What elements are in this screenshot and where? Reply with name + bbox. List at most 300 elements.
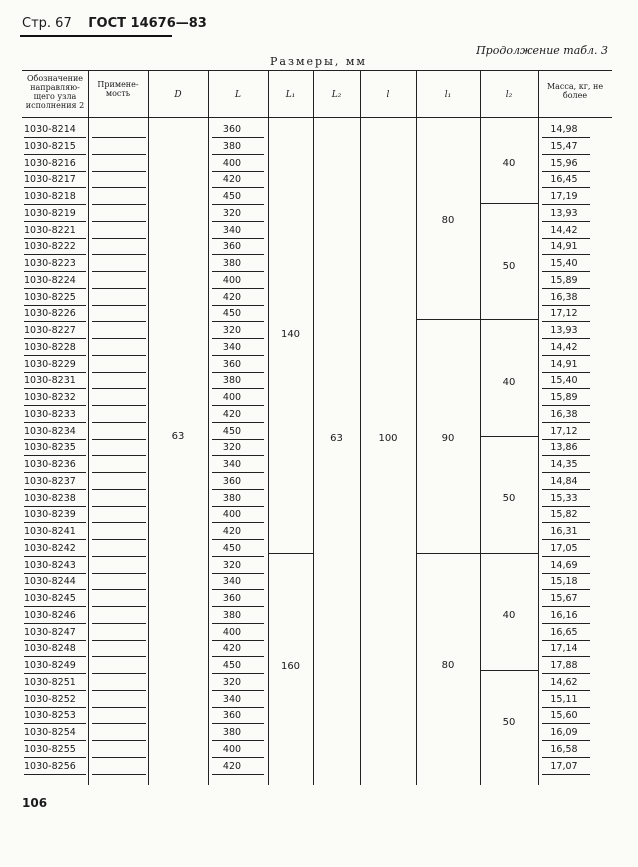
row-L-underline (212, 321, 264, 322)
row-mass-value: 14,84 (550, 475, 578, 487)
row-mass-value: 15,33 (550, 492, 578, 504)
row-designation: 1030-8241 (24, 526, 76, 537)
row-L-underline (212, 271, 264, 272)
application-blank (92, 254, 146, 255)
row-mass-underline (542, 422, 590, 423)
row-mass-value: 17,12 (550, 425, 578, 437)
row-L-underline (212, 221, 264, 222)
row-L-value: 360 (222, 475, 242, 487)
row-designation: 1030-8243 (24, 559, 76, 571)
row-L-underline (212, 305, 264, 306)
row-mass-value: 14,91 (550, 358, 578, 370)
row-mass-underline (542, 271, 590, 272)
row-L-value: 420 (222, 760, 242, 772)
row-mass-underline (542, 606, 590, 607)
row-mass-value: 15,67 (550, 593, 578, 604)
row-mass-value: 14,91 (550, 241, 578, 253)
row-L-value: 420 (222, 408, 242, 420)
application-blank (92, 539, 146, 540)
row-L-underline (212, 774, 264, 775)
application-blank (92, 372, 146, 373)
row-L-value: 400 (222, 509, 242, 521)
merged-l2: 50 (502, 493, 516, 504)
row-underline (24, 439, 86, 440)
row-mass-value: 15,89 (550, 274, 578, 286)
row-designation: 1030-8237 (24, 475, 76, 487)
row-underline (24, 171, 86, 172)
col-header-application: Примене- мость (97, 80, 139, 98)
row-mass-underline (542, 321, 590, 322)
row-designation: 1030-8229 (24, 358, 76, 370)
row-mass-value: 16,65 (550, 626, 578, 638)
row-mass-value: 13,93 (550, 207, 578, 219)
row-L-value: 450 (222, 308, 242, 320)
row-mass-value: 17,05 (550, 542, 578, 554)
row-L-underline (212, 556, 264, 557)
merged-l2: 40 (502, 158, 516, 169)
row-L-value: 420 (222, 526, 242, 537)
row-designation: 1030-8226 (24, 308, 76, 320)
row-L-value: 320 (222, 676, 242, 688)
row-mass-value: 16,09 (550, 727, 578, 738)
application-blank (92, 723, 146, 724)
row-L-value: 340 (222, 693, 242, 705)
row-L-value: 320 (222, 207, 242, 219)
row-underline (24, 321, 86, 322)
col-divider (208, 70, 209, 785)
application-blank (92, 606, 146, 607)
row-mass-value: 15,89 (550, 392, 578, 403)
row-mass-value: 17,19 (550, 191, 578, 202)
row-designation: 1030-8227 (24, 325, 76, 336)
row-L-underline (212, 288, 264, 289)
header-underline (20, 35, 172, 37)
row-L-value: 380 (222, 492, 242, 504)
row-mass-value: 15,60 (550, 710, 578, 722)
row-L-value: 450 (222, 425, 242, 437)
row-mass-value: 15,82 (550, 509, 578, 521)
row-designation: 1030-8214 (24, 124, 76, 135)
row-mass-value: 14,62 (550, 676, 578, 688)
row-mass-value: 17,14 (550, 643, 578, 655)
application-blank (92, 656, 146, 657)
application-blank (92, 673, 146, 674)
row-designation: 1030-8215 (24, 140, 76, 152)
row-mass-value: 15,40 (550, 375, 578, 387)
row-L-underline (212, 439, 264, 440)
row-underline (24, 187, 86, 188)
row-L-value: 380 (222, 727, 242, 738)
application-blank (92, 690, 146, 691)
application-blank (92, 288, 146, 289)
row-underline (24, 623, 86, 624)
row-mass-value: 17,12 (550, 308, 578, 320)
row-mass-underline (542, 439, 590, 440)
row-mass-underline (542, 623, 590, 624)
application-blank (92, 472, 146, 473)
row-designation: 1030-8232 (24, 392, 76, 403)
row-underline (24, 640, 86, 641)
row-mass-underline (542, 154, 590, 155)
row-mass-underline (542, 305, 590, 306)
merged-l2: 50 (502, 261, 516, 272)
row-L-underline (212, 539, 264, 540)
row-designation: 1030-8251 (24, 676, 76, 688)
application-blank (92, 422, 146, 423)
application-blank (92, 271, 146, 272)
merged-l2: 40 (502, 610, 516, 621)
row-L-value: 400 (222, 626, 242, 638)
row-mass-underline (542, 522, 590, 523)
row-L-underline (212, 355, 264, 356)
row-mass-underline (542, 455, 590, 456)
row-mass-underline (542, 338, 590, 339)
row-L-value: 360 (222, 241, 242, 253)
row-designation: 1030-8248 (24, 643, 76, 655)
application-blank (92, 338, 146, 339)
row-underline (24, 707, 86, 708)
row-underline (24, 489, 86, 490)
row-L-underline (212, 606, 264, 607)
application-blank (92, 623, 146, 624)
row-L-underline (212, 171, 264, 172)
row-L-underline (212, 405, 264, 406)
row-mass-value: 14,42 (550, 224, 578, 236)
row-underline (24, 154, 86, 155)
row-designation: 1030-8234 (24, 425, 76, 437)
l2-split-line (480, 203, 538, 204)
row-mass-underline (542, 238, 590, 239)
row-designation: 1030-8233 (24, 408, 76, 420)
row-underline (24, 204, 86, 205)
row-L-underline (212, 338, 264, 339)
col-header-mass: Масса, кг, не более (546, 82, 604, 100)
row-mass-value: 16,31 (550, 526, 578, 537)
row-L-underline (212, 707, 264, 708)
row-mass-underline (542, 757, 590, 758)
l1-split-line (416, 553, 480, 554)
row-L-value: 340 (222, 576, 242, 588)
application-blank (92, 388, 146, 389)
row-underline (24, 539, 86, 540)
row-L-value: 360 (222, 124, 242, 135)
row-underline (24, 288, 86, 289)
row-mass-underline (542, 506, 590, 507)
row-designation: 1030-8255 (24, 743, 76, 755)
row-L-underline (212, 455, 264, 456)
page-header (22, 16, 207, 31)
row-mass-underline (542, 372, 590, 373)
row-L-underline (212, 623, 264, 624)
row-underline (24, 338, 86, 339)
l2-split-line (480, 436, 538, 437)
row-L-value: 450 (222, 660, 242, 671)
row-L-value: 420 (222, 291, 242, 303)
row-L-value: 340 (222, 224, 242, 236)
row-L-underline (212, 673, 264, 674)
row-L-value: 360 (222, 710, 242, 722)
row-mass-underline (542, 355, 590, 356)
row-L-value: 380 (222, 140, 242, 152)
row-mass-underline (542, 690, 590, 691)
col-divider (148, 70, 149, 785)
merged-D: 63 (171, 431, 185, 442)
row-designation: 1030-8242 (24, 542, 76, 554)
row-underline (24, 774, 86, 775)
application-blank (92, 757, 146, 758)
row-L-value: 420 (222, 174, 242, 186)
row-mass-underline (542, 221, 590, 222)
row-designation: 1030-8228 (24, 341, 76, 353)
row-mass-underline (542, 137, 590, 138)
row-designation: 1030-8222 (24, 241, 76, 253)
row-L-underline (212, 388, 264, 389)
row-mass-value: 14,35 (550, 459, 578, 470)
col-header-L1: L₁ (285, 90, 296, 100)
row-underline (24, 372, 86, 373)
row-designation: 1030-8236 (24, 459, 76, 470)
row-underline (24, 690, 86, 691)
sizes-caption: Размеры, мм (270, 55, 367, 68)
row-mass-underline (542, 656, 590, 657)
merged-l1-b: 90 (441, 433, 455, 444)
col-header-D: D (174, 90, 182, 100)
application-blank (92, 774, 146, 775)
application-blank (92, 640, 146, 641)
L1-split-line (268, 553, 313, 554)
row-L-underline (212, 137, 264, 138)
application-blank (92, 305, 146, 306)
row-underline (24, 305, 86, 306)
row-mass-underline (542, 388, 590, 389)
row-mass-underline (542, 472, 590, 473)
merged-l1-c: 80 (441, 660, 455, 671)
row-L-underline (212, 422, 264, 423)
row-L-value: 320 (222, 442, 242, 454)
row-L-underline (212, 489, 264, 490)
row-designation: 1030-8253 (24, 710, 76, 722)
row-L-value: 400 (222, 392, 242, 403)
row-L-underline (212, 573, 264, 574)
row-L-underline (212, 187, 264, 188)
row-L-value: 360 (222, 593, 242, 604)
row-L-value: 380 (222, 375, 242, 387)
row-mass-underline (542, 573, 590, 574)
application-blank (92, 556, 146, 557)
row-designation: 1030-8235 (24, 442, 76, 454)
table-top-border (22, 70, 612, 71)
application-blank (92, 589, 146, 590)
row-L-underline (212, 154, 264, 155)
row-designation: 1030-8238 (24, 492, 76, 504)
row-mass-value: 13,93 (550, 325, 578, 336)
row-L-underline (212, 522, 264, 523)
col-header-L: L (235, 90, 241, 100)
col-header-L2: L₂ (331, 90, 342, 100)
row-mass-value: 17,88 (550, 660, 578, 671)
row-L-underline (212, 640, 264, 641)
col-divider (88, 70, 89, 785)
row-mass-underline (542, 539, 590, 540)
col-divider (538, 70, 539, 785)
row-L-underline (212, 472, 264, 473)
row-L-underline (212, 690, 264, 691)
row-L-underline (212, 238, 264, 239)
l2-split-line (480, 553, 538, 554)
row-underline (24, 422, 86, 423)
application-blank (92, 204, 146, 205)
row-underline (24, 238, 86, 239)
merged-L2: 63 (330, 433, 343, 444)
row-mass-value: 13,86 (550, 442, 578, 454)
row-designation: 1030-8224 (24, 274, 76, 286)
row-L-value: 450 (222, 542, 242, 554)
row-underline (24, 506, 86, 507)
row-designation: 1030-8231 (24, 375, 76, 387)
row-L-underline (212, 757, 264, 758)
row-mass-value: 16,16 (550, 609, 578, 621)
row-L-value: 400 (222, 274, 242, 286)
l1-split-line (416, 319, 480, 320)
row-underline (24, 405, 86, 406)
merged-l: 100 (378, 433, 398, 444)
application-blank (92, 154, 146, 155)
row-underline (24, 757, 86, 758)
row-designation: 1030-8245 (24, 593, 76, 604)
row-mass-underline (542, 640, 590, 641)
col-header-l: l (386, 90, 390, 100)
row-designation: 1030-8216 (24, 157, 76, 169)
row-designation: 1030-8256 (24, 760, 76, 772)
row-L-value: 340 (222, 341, 242, 353)
row-mass-underline (542, 774, 590, 775)
application-blank (92, 573, 146, 574)
row-L-underline (212, 656, 264, 657)
application-blank (92, 439, 146, 440)
row-underline (24, 589, 86, 590)
row-L-underline (212, 740, 264, 741)
row-mass-underline (542, 589, 590, 590)
row-L-value: 400 (222, 157, 242, 169)
col-header-designation: Обозначение направляю- щего узла исполнения 2 (25, 74, 85, 110)
col-divider (360, 70, 361, 785)
row-L-value: 380 (222, 258, 242, 269)
row-mass-underline (542, 707, 590, 708)
merged-l1-a: 80 (441, 215, 455, 226)
row-designation: 1030-8218 (24, 191, 76, 202)
row-underline (24, 137, 86, 138)
l2-split-line (480, 319, 538, 320)
row-mass-value: 15,96 (550, 157, 578, 169)
continuation-note: Продолжение табл. 3 (476, 44, 608, 57)
application-blank (92, 238, 146, 239)
row-underline (24, 355, 86, 356)
row-mass-underline (542, 254, 590, 255)
row-underline (24, 522, 86, 523)
col-header-l2: l₂ (505, 90, 513, 100)
row-underline (24, 723, 86, 724)
row-mass-value: 16,58 (550, 743, 578, 755)
row-mass-value: 15,18 (550, 576, 578, 588)
col-divider (416, 70, 417, 785)
col-divider (268, 70, 269, 785)
row-underline (24, 556, 86, 557)
row-mass-value: 14,69 (550, 559, 578, 571)
page-label: Стр. 67 (22, 16, 72, 31)
row-mass-underline (542, 673, 590, 674)
application-blank (92, 522, 146, 523)
application-blank (92, 489, 146, 490)
row-L-value: 380 (222, 609, 242, 621)
standard-code: ГОСТ 14676—83 (88, 16, 207, 31)
row-mass-underline (542, 556, 590, 557)
application-blank (92, 455, 146, 456)
row-underline (24, 606, 86, 607)
row-designation: 1030-8252 (24, 693, 76, 705)
row-mass-value: 16,45 (550, 174, 578, 186)
row-L-underline (212, 204, 264, 205)
merged-l2: 40 (502, 377, 516, 388)
row-underline (24, 455, 86, 456)
row-underline (24, 740, 86, 741)
row-mass-underline (542, 204, 590, 205)
merged-L1-lower: 160 (280, 661, 301, 672)
row-mass-value: 17,07 (550, 760, 578, 772)
row-underline (24, 388, 86, 389)
row-underline (24, 472, 86, 473)
row-underline (24, 254, 86, 255)
row-mass-underline (542, 171, 590, 172)
row-designation: 1030-8246 (24, 609, 76, 621)
table-header-border (22, 117, 612, 118)
row-underline (24, 656, 86, 657)
row-underline (24, 573, 86, 574)
row-designation: 1030-8219 (24, 207, 76, 219)
row-L-value: 320 (222, 559, 242, 571)
row-mass-underline (542, 740, 590, 741)
row-L-underline (212, 506, 264, 507)
row-designation: 1030-8239 (24, 509, 76, 521)
application-blank (92, 506, 146, 507)
application-blank (92, 355, 146, 356)
col-header-l1: l₁ (444, 90, 452, 100)
application-blank (92, 321, 146, 322)
row-L-value: 360 (222, 358, 242, 370)
row-designation: 1030-8249 (24, 660, 76, 671)
row-designation: 1030-8244 (24, 576, 76, 588)
row-mass-underline (542, 187, 590, 188)
row-mass-value: 14,98 (550, 124, 578, 135)
col-divider (480, 70, 481, 785)
row-mass-value: 15,11 (550, 693, 578, 705)
row-designation: 1030-8254 (24, 727, 76, 738)
row-L-value: 400 (222, 743, 242, 755)
application-blank (92, 137, 146, 138)
application-blank (92, 171, 146, 172)
merged-l2: 50 (502, 717, 516, 728)
row-designation: 1030-8225 (24, 291, 76, 303)
application-blank (92, 405, 146, 406)
row-mass-value: 15,47 (550, 140, 578, 152)
row-underline (24, 271, 86, 272)
page-number: 106 (22, 796, 48, 810)
row-L-value: 420 (222, 643, 242, 655)
row-designation: 1030-8247 (24, 626, 76, 638)
row-designation: 1030-8221 (24, 224, 76, 236)
merged-L1-upper: 140 (280, 329, 301, 340)
col-divider (313, 70, 314, 785)
row-L-value: 450 (222, 191, 242, 202)
